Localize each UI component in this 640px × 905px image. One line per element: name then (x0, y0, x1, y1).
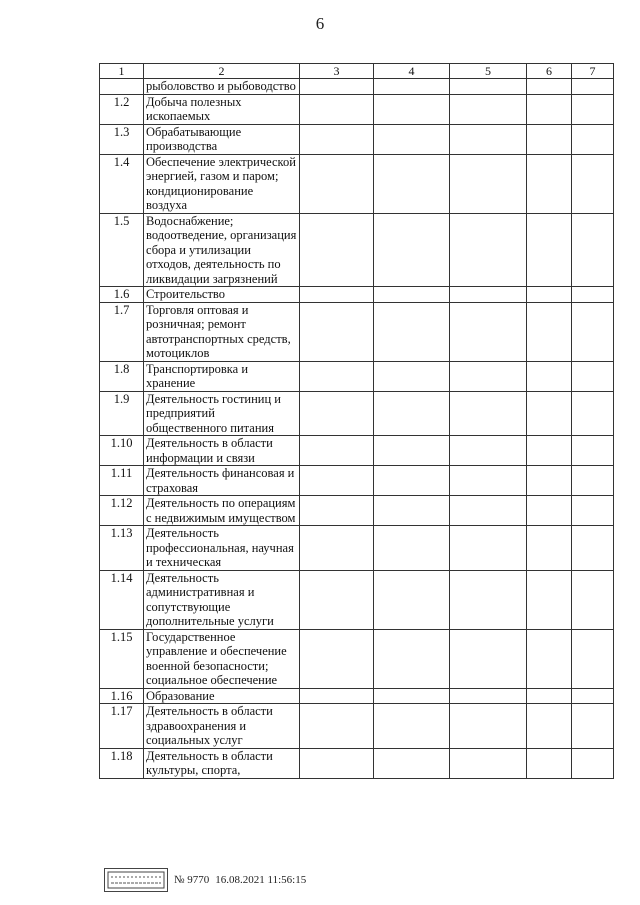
row-number: 1.8 (100, 361, 144, 391)
row-value-cell (450, 704, 527, 749)
row-number (100, 79, 144, 95)
row-value-cell (527, 526, 572, 571)
row-number: 1.6 (100, 287, 144, 303)
row-activity-name: Государственное управление и обеспечение военной безопасности; социальное обеспечение (144, 629, 300, 688)
table-row (100, 94, 614, 124)
row-value-cell (572, 436, 614, 466)
row-value-cell (527, 570, 572, 629)
row-value-cell (300, 526, 374, 571)
table-row (100, 287, 614, 303)
row-value-cell (374, 287, 450, 303)
row-number: 1.15 (100, 629, 144, 688)
row-number: 1.2 (100, 94, 144, 124)
data-table (99, 63, 614, 779)
column-header: 4 (374, 64, 450, 79)
row-value-cell (300, 79, 374, 95)
row-value-cell (300, 213, 374, 287)
row-value-cell (374, 213, 450, 287)
row-value-cell (300, 287, 374, 303)
row-number: 1.3 (100, 124, 144, 154)
row-value-cell (374, 629, 450, 688)
row-value-cell (572, 302, 614, 361)
row-value-cell (374, 94, 450, 124)
row-value-cell (450, 391, 527, 436)
row-value-cell (300, 496, 374, 526)
row-value-cell (300, 570, 374, 629)
column-header: 5 (450, 64, 527, 79)
row-activity-name: Торговля оптовая и розничная; ремонт автотранспортных средств, мотоциклов (144, 302, 300, 361)
row-value-cell (300, 629, 374, 688)
row-value-cell (374, 496, 450, 526)
table-row (100, 496, 614, 526)
row-value-cell (572, 79, 614, 95)
row-value-cell (374, 124, 450, 154)
row-value-cell (527, 496, 572, 526)
row-value-cell (300, 466, 374, 496)
row-activity-name: Транспортировка и хранение (144, 361, 300, 391)
row-value-cell (374, 704, 450, 749)
row-value-cell (374, 748, 450, 778)
row-value-cell (374, 302, 450, 361)
row-activity-name: Деятельность в области здравоохранения и социальных услуг (144, 704, 300, 749)
table-row (100, 688, 614, 704)
row-value-cell (527, 748, 572, 778)
table-row (100, 748, 614, 778)
table-row (100, 79, 614, 95)
table-row (100, 302, 614, 361)
row-value-cell (572, 361, 614, 391)
row-value-cell (527, 79, 572, 95)
row-value-cell (572, 391, 614, 436)
row-value-cell (374, 466, 450, 496)
row-value-cell (572, 704, 614, 749)
column-header: 3 (300, 64, 374, 79)
row-activity-name: Деятельность гостиниц и предприятий общественного питания (144, 391, 300, 436)
header-row (100, 64, 614, 79)
row-value-cell (572, 496, 614, 526)
row-value-cell (374, 526, 450, 571)
row-value-cell (300, 361, 374, 391)
row-value-cell (450, 496, 527, 526)
row-activity-name: Деятельность в области культуры, спорта, (144, 748, 300, 778)
row-value-cell (572, 466, 614, 496)
row-value-cell (527, 466, 572, 496)
row-number: 1.12 (100, 496, 144, 526)
row-value-cell (450, 124, 527, 154)
row-value-cell (572, 124, 614, 154)
column-header: 6 (527, 64, 572, 79)
row-activity-name: Обрабатывающие производства (144, 124, 300, 154)
row-value-cell (527, 391, 572, 436)
row-value-cell (300, 94, 374, 124)
table-row (100, 124, 614, 154)
row-value-cell (572, 287, 614, 303)
row-value-cell (300, 704, 374, 749)
row-activity-name: Водоснабжение; водоотведение, организация сбора и утилизации отходов, деятельность по ликвидации загрязнений (144, 213, 300, 287)
row-value-cell (572, 94, 614, 124)
archive-stamp-icon (104, 868, 168, 892)
row-value-cell (572, 748, 614, 778)
row-activity-name: Обеспечение электрической энергией, газом и паром; кондиционирование воздуха (144, 154, 300, 213)
row-value-cell (374, 570, 450, 629)
row-activity-name: Деятельность финансовая и страховая (144, 466, 300, 496)
row-value-cell (300, 391, 374, 436)
table-row (100, 570, 614, 629)
column-header: 2 (144, 64, 300, 79)
row-number: 1.13 (100, 526, 144, 571)
row-value-cell (300, 436, 374, 466)
row-number: 1.14 (100, 570, 144, 629)
row-value-cell (527, 704, 572, 749)
row-value-cell (300, 302, 374, 361)
row-value-cell (374, 688, 450, 704)
row-value-cell (450, 688, 527, 704)
row-number: 1.16 (100, 688, 144, 704)
table-row (100, 436, 614, 466)
row-number: 1.11 (100, 466, 144, 496)
row-value-cell (450, 213, 527, 287)
column-header: 1 (100, 64, 144, 79)
row-value-cell (450, 466, 527, 496)
row-activity-name: Строительство (144, 287, 300, 303)
row-value-cell (572, 629, 614, 688)
page-number: 6 (315, 14, 325, 33)
row-value-cell (572, 570, 614, 629)
column-header: 7 (572, 64, 614, 79)
row-value-cell (300, 748, 374, 778)
row-value-cell (374, 361, 450, 391)
row-value-cell (374, 154, 450, 213)
row-activity-name: Деятельность в области информации и связи (144, 436, 300, 466)
row-activity-name: Добыча полезных ископаемых (144, 94, 300, 124)
row-value-cell (527, 436, 572, 466)
row-value-cell (572, 154, 614, 213)
row-value-cell (374, 391, 450, 436)
document-number: № 9770 (174, 874, 210, 886)
row-number: 1.5 (100, 213, 144, 287)
row-value-cell (300, 688, 374, 704)
table-row (100, 391, 614, 436)
row-value-cell (527, 361, 572, 391)
row-activity-name: Деятельность по операциям с недвижимым имуществом (144, 496, 300, 526)
row-value-cell (450, 287, 527, 303)
row-value-cell (572, 526, 614, 571)
row-value-cell (450, 436, 527, 466)
table-row (100, 154, 614, 213)
table-row (100, 629, 614, 688)
row-value-cell (300, 154, 374, 213)
row-value-cell (527, 154, 572, 213)
row-number: 1.18 (100, 748, 144, 778)
row-value-cell (450, 361, 527, 391)
row-value-cell (572, 688, 614, 704)
row-activity-name: Образование (144, 688, 300, 704)
row-value-cell (527, 94, 572, 124)
row-number: 1.17 (100, 704, 144, 749)
row-value-cell (527, 287, 572, 303)
row-value-cell (572, 213, 614, 287)
row-value-cell (300, 124, 374, 154)
row-value-cell (450, 79, 527, 95)
row-value-cell (374, 436, 450, 466)
row-number: 1.10 (100, 436, 144, 466)
row-value-cell (450, 748, 527, 778)
row-value-cell (450, 302, 527, 361)
row-value-cell (527, 302, 572, 361)
row-number: 1.7 (100, 302, 144, 361)
table-row (100, 526, 614, 571)
row-value-cell (527, 688, 572, 704)
footer (104, 868, 306, 892)
row-number: 1.9 (100, 391, 144, 436)
row-value-cell (450, 526, 527, 571)
row-value-cell (450, 154, 527, 213)
row-activity-name: рыболовство и рыбоводство (144, 79, 300, 95)
row-value-cell (450, 570, 527, 629)
row-value-cell (527, 124, 572, 154)
row-value-cell (450, 94, 527, 124)
row-value-cell (450, 629, 527, 688)
table-row (100, 704, 614, 749)
row-value-cell (527, 629, 572, 688)
table-row (100, 466, 614, 496)
row-value-cell (374, 79, 450, 95)
document-timestamp: 16.08.2021 11:56:15 (215, 874, 307, 886)
row-value-cell (527, 213, 572, 287)
row-number: 1.4 (100, 154, 144, 213)
table-row (100, 213, 614, 287)
row-activity-name: Деятельность профессиональная, научная и техническая (144, 526, 300, 571)
row-activity-name: Деятельность административная и сопутствующие дополнительные услуги (144, 570, 300, 629)
table-row (100, 361, 614, 391)
